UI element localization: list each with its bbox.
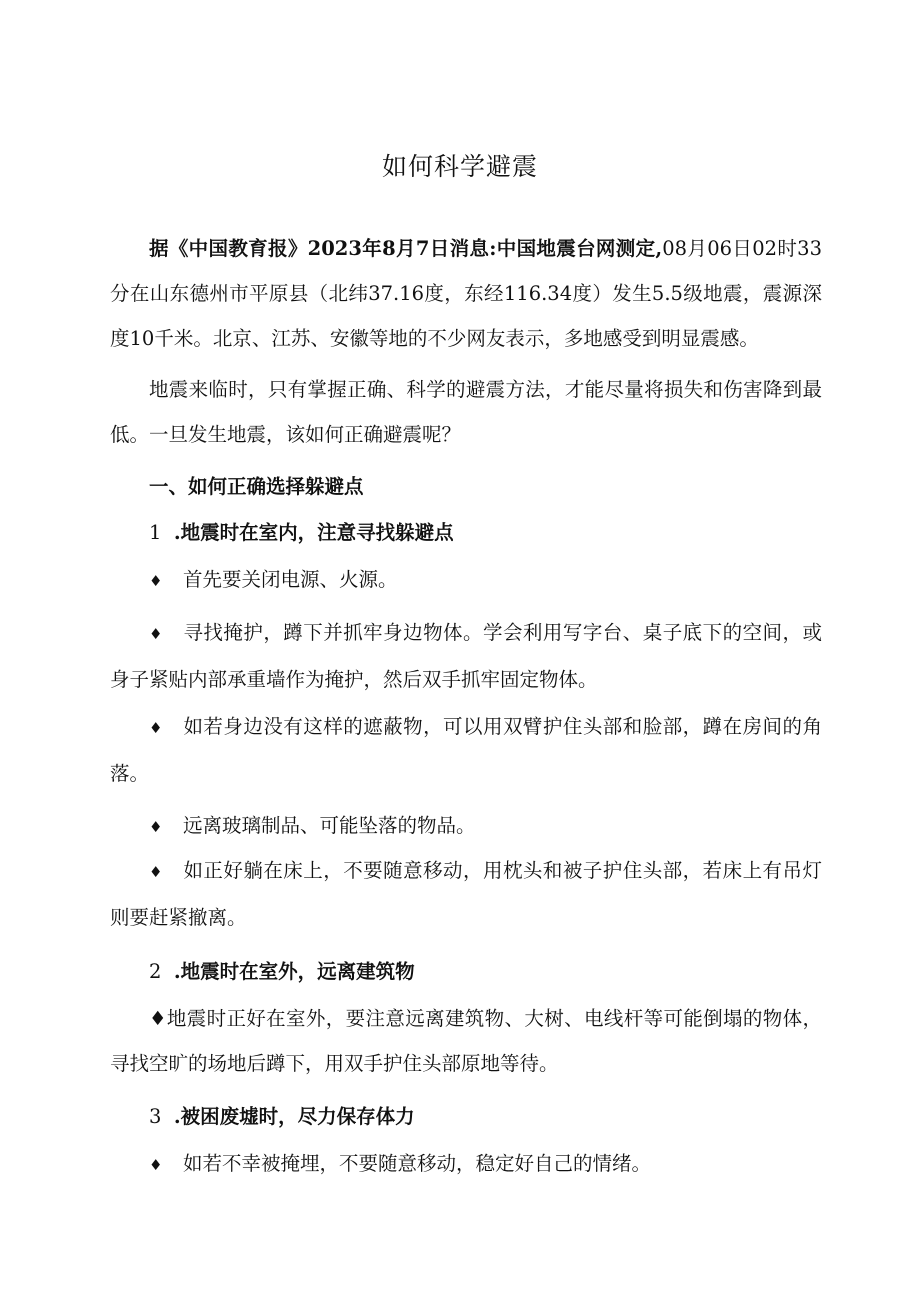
- diamond-bullet-icon: ♦: [149, 818, 163, 836]
- subsection-1-heading: [149, 518, 454, 548]
- bullet-item: [110, 1141, 822, 1188]
- diamond-bullet-icon: ♦: [149, 572, 163, 590]
- subsection-2-title: .地震时在室外，远离建筑物: [173, 960, 415, 983]
- bullet-item: [110, 610, 822, 702]
- bullet-item: [110, 557, 822, 604]
- bullet-item: [110, 704, 822, 796]
- bullet-text: 如若不幸被掩埋，不要随意移动，稳定好自己的情绪。: [183, 1152, 652, 1175]
- diamond-bullet-icon: ♦: [149, 719, 163, 737]
- subsection-2-number: 2: [149, 960, 162, 983]
- bullet-text: 寻找掩护，蹲下并抓牢身边物体。学会利用写字台、桌子底下的空间，或身子紧贴内部承重墙作为掩护，然后双手抓牢固定物体。: [110, 621, 822, 691]
- bullet-item: [110, 803, 822, 850]
- subsection-3-heading: [149, 1102, 415, 1132]
- intro-paragraph: [110, 226, 822, 361]
- diamond-bullet-icon: ♦: [149, 625, 163, 643]
- subsection-3-number: 3: [149, 1105, 162, 1128]
- bullet-text: 首先要关闭电源、火源。: [183, 568, 398, 591]
- subsection-1-number: 1: [149, 521, 162, 544]
- bullet-text: 如若身边没有这样的遮蔽物，可以用双臂护住头部和脸部，蹲在房间的角落。: [110, 715, 822, 785]
- paragraph-2: 地震来临时，只有掌握正确、科学的避震方法，才能尽量将损失和伤害降到最低。一旦发生地震，该如何正确避震呢？: [110, 378, 822, 446]
- bullet-item: [110, 848, 822, 940]
- diamond-bullet-icon: ♦: [149, 1156, 163, 1174]
- subsection-2-paragraph: ♦地震时正好在室外，要注意远离建筑物、大树、电线杆等可能倒塌的物体，寻找空旷的场地后蹲下，用双手护住头部原地等待。: [110, 1007, 822, 1075]
- bullet-text: 远离玻璃制品、可能坠落的物品。: [183, 814, 476, 837]
- intro-bold-prefix: 据《中国教育报》2023年8月7日消息:中国地震台网测定,: [149, 237, 663, 260]
- subsection-1-title: .地震时在室内，注意寻找躲避点: [173, 521, 454, 544]
- page-title: 如何科学避震: [381, 151, 538, 181]
- section-1-heading: 一、如何正确选择躲避点: [149, 475, 364, 498]
- subsection-3-title: .被困废墟时，尽力保存体力: [173, 1105, 415, 1128]
- subsection-2-heading: [149, 957, 415, 987]
- bullet-text: 如正好躺在床上，不要随意移动，用枕头和被子护住头部，若床上有吊灯则要赶紧撤离。: [110, 859, 822, 929]
- intro-text: 08月06日02时33分在山东德州市平原县（北纬37.16度，东经116.34度）发生5.5级地震，震源深度10千米。北京、江苏、安徽等地的不少网友表示，多地感受到明显震感。: [110, 237, 822, 350]
- diamond-bullet-icon: ♦: [149, 863, 163, 881]
